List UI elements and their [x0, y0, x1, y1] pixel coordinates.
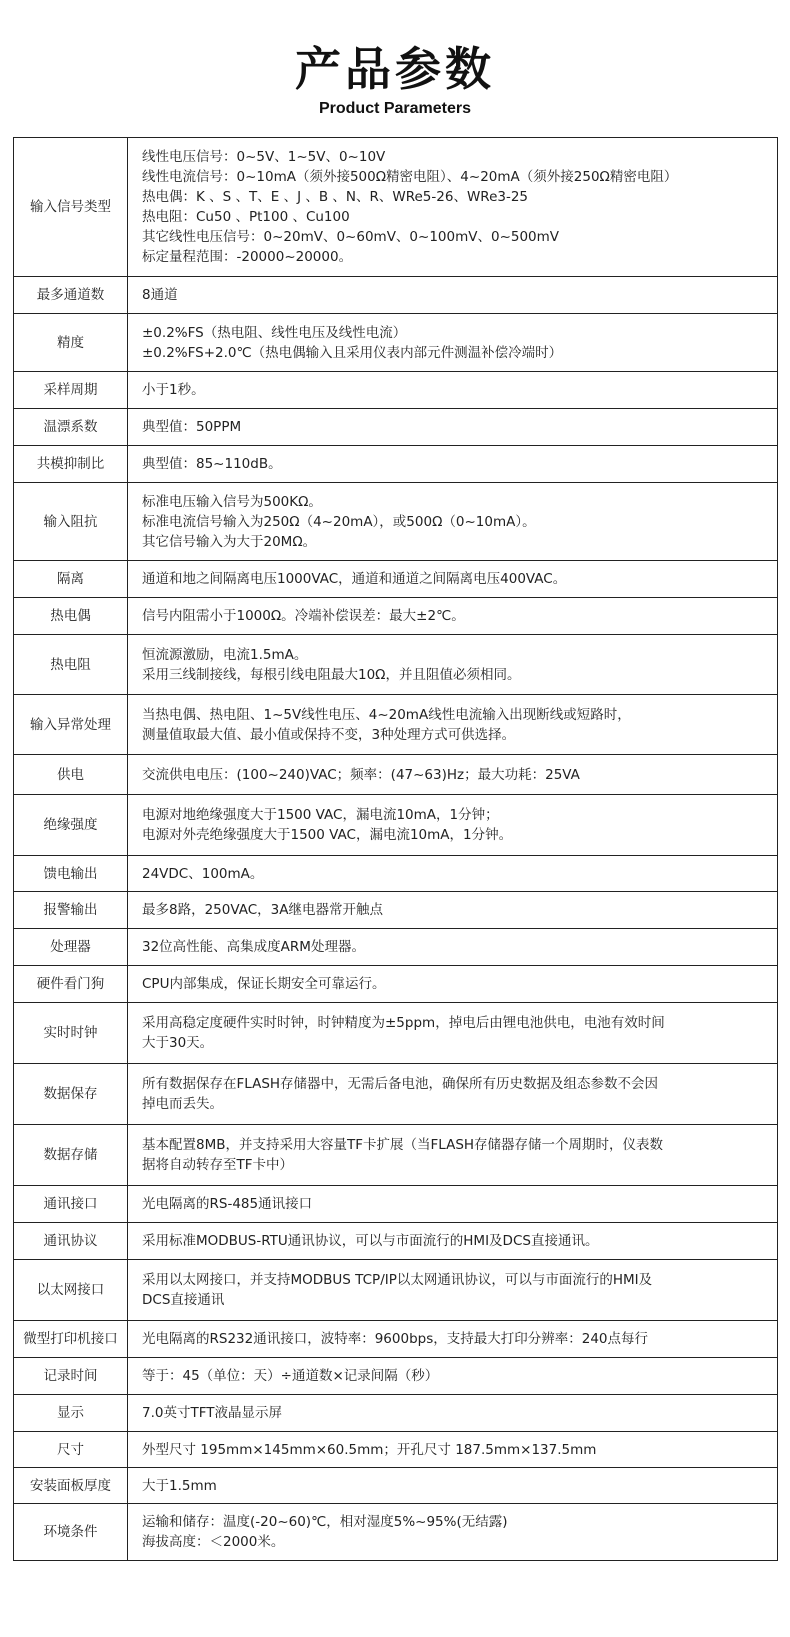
table-row — [14, 1223, 778, 1260]
param-label: 共模抑制比 — [14, 446, 128, 483]
page-subtitle: Product Parameters — [318, 100, 472, 117]
param-label: 绝缘强度 — [14, 795, 128, 856]
param-value — [128, 1125, 778, 1186]
param-value-line: 典型值：85~110dB。 — [142, 456, 282, 472]
param-value-line: 采用高稳定度硬件实时时钟，时钟精度为±5ppm，掉电后由锂电池供电，电池有效时间 — [142, 1015, 665, 1031]
param-value-line: 24VDC、100mA。 — [142, 865, 264, 882]
param-value-line: 光电隔离的RS-485通讯接口 — [142, 1196, 313, 1212]
param-value-line: 等于：45（单位：天）÷通道数×记录间隔（秒） — [142, 1368, 439, 1384]
table-row — [14, 409, 778, 446]
param-value-line: 外型尺寸 195mm×145mm×60.5mm；开孔尺寸 187.5mm×137.5mm — [142, 1441, 597, 1458]
param-value-line: ±0.2%FS（热电阻、线性电压及线性电流） — [142, 324, 407, 341]
param-value — [128, 409, 778, 446]
param-value-line: 小于1秒。 — [142, 382, 205, 398]
param-value — [128, 1186, 778, 1223]
param-label: 温漂系数 — [14, 409, 128, 446]
param-value — [128, 1223, 778, 1260]
param-value — [128, 1003, 778, 1064]
param-value-line: 海拔高度：＜2000米。 — [142, 1534, 285, 1550]
table-row — [14, 1504, 778, 1561]
param-value-line: 线性电流信号：0~10mA（须外接500Ω精密电阻）、4~20mA（须外接250Ω精密电阻） — [142, 169, 678, 185]
table-row — [14, 1260, 778, 1321]
param-value-line: 恒流源激励，电流1.5mA。 — [142, 646, 308, 663]
param-value-line: 基本配置8MB，并支持采用大容量TF卡扩展（当FLASH存储器存储一个周期时，仪表数 — [142, 1137, 664, 1153]
param-value — [128, 695, 778, 755]
param-value-line: 8通道 — [142, 287, 178, 303]
param-label: 最多通道数 — [14, 277, 128, 314]
param-value-line: 掉电而丢失。 — [142, 1096, 223, 1112]
param-value-line: 标准电压输入信号为500KΩ。 — [142, 493, 322, 510]
table-row — [14, 314, 778, 372]
param-value — [128, 598, 778, 635]
param-value-line: 采用标准MODBUS-RTU通讯协议，可以与市面流行的HMI及DCS直接通讯。 — [142, 1233, 599, 1249]
param-label: 热电阻 — [14, 635, 128, 695]
table-row — [14, 1125, 778, 1186]
table-row — [14, 1468, 778, 1504]
param-label: 精度 — [14, 314, 128, 372]
param-label: 馈电输出 — [14, 856, 128, 892]
table-row — [14, 1064, 778, 1125]
page-title: 产品参数 — [295, 42, 495, 96]
param-value — [128, 1468, 778, 1504]
table-row — [14, 1395, 778, 1432]
param-value — [128, 138, 778, 277]
table-row — [14, 1003, 778, 1064]
param-value — [128, 635, 778, 695]
param-value — [128, 277, 778, 314]
param-value — [128, 1395, 778, 1432]
param-value — [128, 314, 778, 372]
param-value-line: 大于1.5mm — [142, 1477, 217, 1494]
param-label: 微型打印机接口 — [14, 1321, 128, 1358]
param-value — [128, 1321, 778, 1358]
param-value-line: ±0.2%FS+2.0℃（热电偶输入且采用仪表内部元件测温补偿冷端时） — [142, 344, 563, 361]
parameters-table — [13, 137, 778, 1561]
param-value-line: 典型值：50PPM — [142, 419, 242, 435]
param-value-line: 测量值取最大值、最小值或保持不变，3种处理方式可供选择。 — [142, 726, 516, 743]
param-value-line: 通道和地之间隔离电压1000VAC，通道和通道之间隔离电压400VAC。 — [142, 571, 567, 587]
param-value — [128, 755, 778, 795]
table-row — [14, 1321, 778, 1358]
param-value-line: 交流供电电压：(100~240)VAC；频率：(47~63)Hz；最大功耗：25VA — [142, 766, 580, 783]
param-label: 以太网接口 — [14, 1260, 128, 1321]
param-value-line: 采用以太网接口，并支持MODBUS TCP/IP以太网通讯协议，可以与市面流行的HMI及 — [142, 1272, 653, 1288]
param-label: 隔离 — [14, 561, 128, 598]
table-row — [14, 929, 778, 966]
table-row — [14, 1432, 778, 1468]
param-value — [128, 1064, 778, 1125]
param-label: 硬件看门狗 — [14, 966, 128, 1003]
table-row — [14, 277, 778, 314]
table-row — [14, 138, 778, 277]
table-row — [14, 755, 778, 795]
param-label: 环境条件 — [14, 1504, 128, 1561]
param-value-line: 线性电压信号：0~5V、1~5V、0~10V — [142, 149, 386, 165]
param-value — [128, 561, 778, 598]
table-row — [14, 795, 778, 856]
param-value-line: 当热电偶、热电阻、1~5V线性电压、4~20mA线性电流输入出现断线或短路时， — [142, 706, 631, 723]
param-label: 报警输出 — [14, 892, 128, 929]
param-value-line: 标定量程范围：-20000~20000。 — [142, 249, 353, 265]
param-value-line: 最多8路，250VAC，3A继电器常开触点 — [142, 902, 383, 918]
param-value-line: 其它线性电压信号：0~20mV、0~60mV、0~100mV、0~500mV — [142, 229, 560, 245]
table-row — [14, 856, 778, 892]
param-value-line: 信号内阻需小于1000Ω。冷端补偿误差：最大±2℃。 — [142, 608, 465, 624]
param-value — [128, 1358, 778, 1395]
param-label: 采样周期 — [14, 372, 128, 409]
param-value — [128, 795, 778, 856]
param-value-line: 据将自动转存至TF卡中） — [142, 1157, 294, 1173]
param-value — [128, 966, 778, 1003]
param-value-line: 32位高性能、高集成度ARM处理器。 — [142, 939, 365, 955]
param-value-line: 热电偶：K 、S 、T、E 、J 、B 、N、R、WRe5-26、WRe3-25 — [142, 189, 529, 205]
param-value-line: 电源对外壳绝缘强度大于1500 VAC，漏电流10mA，1分钟。 — [142, 827, 513, 843]
param-label: 通讯接口 — [14, 1186, 128, 1223]
param-label: 输入阻抗 — [14, 483, 128, 561]
table-row — [14, 372, 778, 409]
table-row — [14, 561, 778, 598]
param-value-line: CPU内部集成，保证长期安全可靠运行。 — [142, 976, 386, 992]
table-row — [14, 695, 778, 755]
param-value — [128, 1504, 778, 1561]
param-label: 数据存储 — [14, 1125, 128, 1186]
param-value-line: 7.0英寸TFT液晶显示屏 — [142, 1405, 282, 1421]
param-value — [128, 372, 778, 409]
param-value-line: 采用三线制接线，每根引线电阻最大10Ω，并且阻值必须相同。 — [142, 666, 521, 683]
table-row — [14, 483, 778, 561]
param-value-line: 电源对地绝缘强度大于1500 VAC，漏电流10mA，1分钟； — [142, 807, 499, 823]
param-label: 处理器 — [14, 929, 128, 966]
param-value-line: 所有数据保存在FLASH存储器中，无需后备电池，确保所有历史数据及组态参数不会因 — [142, 1076, 659, 1092]
param-value-line: DCS直接通讯 — [142, 1292, 225, 1308]
param-value — [128, 1260, 778, 1321]
param-value-line: 其它信号输入为大于20MΩ。 — [142, 533, 317, 550]
param-label: 输入信号类型 — [14, 138, 128, 277]
table-row — [14, 966, 778, 1003]
param-value-line: 大于30天。 — [142, 1035, 214, 1051]
table-row — [14, 1358, 778, 1395]
param-label: 热电偶 — [14, 598, 128, 635]
param-value-line: 热电阻：Cu50 、Pt100 、Cu100 — [142, 209, 350, 225]
table-row — [14, 1186, 778, 1223]
table-row — [14, 892, 778, 929]
table-row — [14, 598, 778, 635]
param-label: 供电 — [14, 755, 128, 795]
param-value — [128, 446, 778, 483]
param-value — [128, 929, 778, 966]
param-label: 安装面板厚度 — [14, 1468, 128, 1504]
param-label: 数据保存 — [14, 1064, 128, 1125]
param-label: 实时时钟 — [14, 1003, 128, 1064]
param-value — [128, 483, 778, 561]
param-value — [128, 892, 778, 929]
param-value-line: 运输和储存：温度(-20~60)℃，相对湿度5%~95%(无结露) — [142, 1514, 508, 1530]
param-value-line: 标准电流信号输入为250Ω（4~20mA），或500Ω（0~10mA）。 — [142, 513, 536, 530]
table-row — [14, 446, 778, 483]
param-label: 通讯协议 — [14, 1223, 128, 1260]
table-row — [14, 635, 778, 695]
param-value — [128, 1432, 778, 1468]
parameters-table-body — [14, 138, 778, 1561]
param-value-line: 光电隔离的RS232通讯接口，波特率：9600bps，支持最大打印分辨率：240点每行 — [142, 1331, 649, 1347]
param-label: 显示 — [14, 1395, 128, 1432]
param-label: 记录时间 — [14, 1358, 128, 1395]
param-label: 输入异常处理 — [14, 695, 128, 755]
param-value — [128, 856, 778, 892]
param-label: 尺寸 — [14, 1432, 128, 1468]
